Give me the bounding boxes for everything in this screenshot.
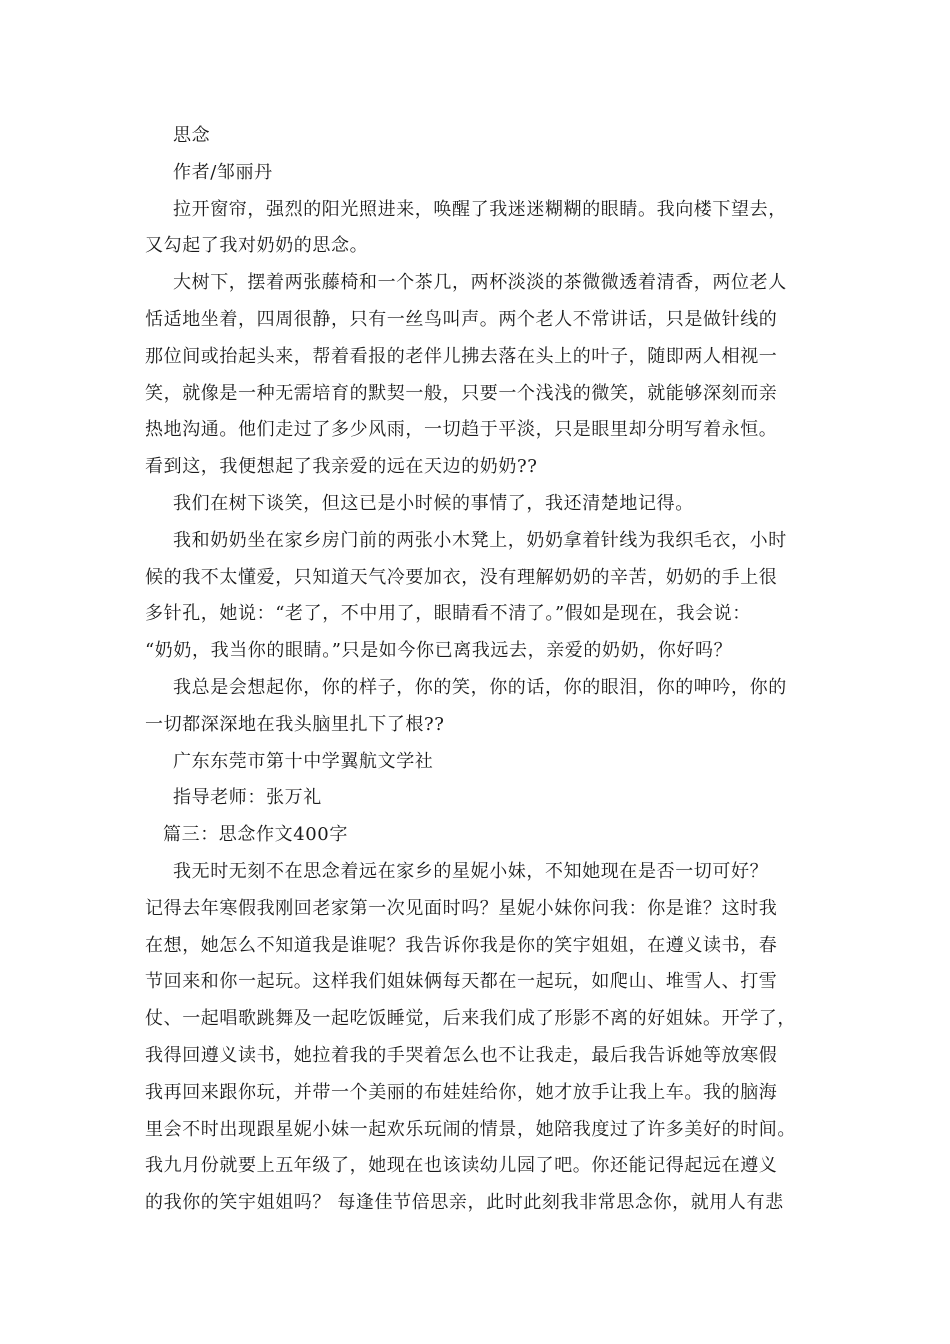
text-line: 看到这，我便想起了我亲爱的远在天边的奶奶??	[145, 456, 538, 478]
text-line: 我总是会想起你，你的样子，你的笑，你的话，你的眼泪，你的呻吟，你的	[173, 676, 787, 698]
text-line: 一切都深深地在我头脑里扎下了根??	[145, 713, 445, 735]
text-line: 大树下，摆着两张藤椅和一个茶几，两杯淡淡的茶微微透着清香，两位老人	[173, 272, 787, 294]
text-line: 篇三：思念作文400字	[163, 824, 348, 846]
text-line: 我们在树下谈笑，但这已是小时候的事情了，我还清楚地记得。	[173, 492, 694, 514]
text-line: 在想，她怎么不知道我是谁呢？我告诉你我是你的笑宇姐姐，在遵义读书，春	[145, 934, 778, 956]
text-line: 我再回来跟你玩，并带一个美丽的布娃娃给你，她才放手让我上车。我的脑海	[145, 1081, 778, 1103]
text-line: 笑，就像是一种无需培育的默契一般，只要一个浅浅的微笑，就能够深刻而亲	[145, 382, 778, 404]
text-line: 仗、一起唱歌跳舞及一起吃饭睡觉，后来我们成了形影不离的好姐妹。开学了，	[145, 1008, 796, 1030]
text-line: 候的我不太懂爱，只知道天气冷要加衣，没有理解奶奶的辛苦，奶奶的手上很	[145, 566, 778, 588]
text-line: 广东东莞市第十中学翼航文学社	[173, 750, 434, 772]
text-line: 节回来和你一起玩。这样我们姐妹俩每天都在一起玩，如爬山、堆雪人、打雪	[145, 971, 778, 993]
text-line: 我九月份就要上五年级了，她现在也该读幼儿园了吧。你还能记得起远在遵义	[145, 1155, 778, 1177]
text-line: 那位间或抬起头来，帮着看报的老伴儿拂去落在头上的叶子，随即两人相视一	[145, 345, 778, 367]
text-line: 我和奶奶坐在家乡房门前的两张小木凳上，奶奶拿着针线为我织毛衣，小时	[173, 529, 787, 551]
document-page	[145, 118, 815, 1222]
text-line: 恬适地坐着，四周很静，只有一丝鸟叫声。两个老人不常讲话，只是做针线的	[145, 308, 778, 330]
text-line: 作者/邹丽丹	[173, 161, 273, 183]
text-line: 里会不时出现跟星妮小妹一起欢乐玩闹的情景，她陪我度过了许多美好的时间。	[145, 1118, 796, 1140]
text-line: 我得回遵义读书，她拉着我的手哭着怎么也不让我走，最后我告诉她等放寒假	[145, 1044, 778, 1066]
text-line: 热地沟通。他们走过了多少风雨，一切趋于平淡，只是眼里却分明写着永恒。	[145, 419, 778, 441]
text-line: “奶奶，我当你的眼睛。”只是如今你已离我远去，亲爱的奶奶，你好吗？	[145, 640, 733, 662]
text-line: 我无时无刻不在思念着远在家乡的星妮小妹，不知她现在是否一切可好？	[173, 860, 769, 882]
text-line: 多针孔，她说：“老了，不中用了，眼睛看不清了。”假如是现在，我会说：	[145, 603, 751, 625]
text-line: 思念	[173, 125, 211, 146]
text-line: 的我你的笑宇姐姐吗？ 每逢佳节倍思亲，此时此刻我非常思念你，就用人有悲	[145, 1192, 784, 1214]
text-line: 记得去年寒假我刚回老家第一次见面时吗？星妮小妹你问我：你是谁？这时我	[145, 897, 778, 919]
text-line: 指导老师：张万礼	[173, 787, 322, 809]
text-line: 拉开窗帘，强烈的阳光照进来，唤醒了我迷迷糊糊的眼睛。我向楼下望去，	[173, 198, 787, 220]
text-line: 又勾起了我对奶奶的思念。	[145, 235, 369, 257]
